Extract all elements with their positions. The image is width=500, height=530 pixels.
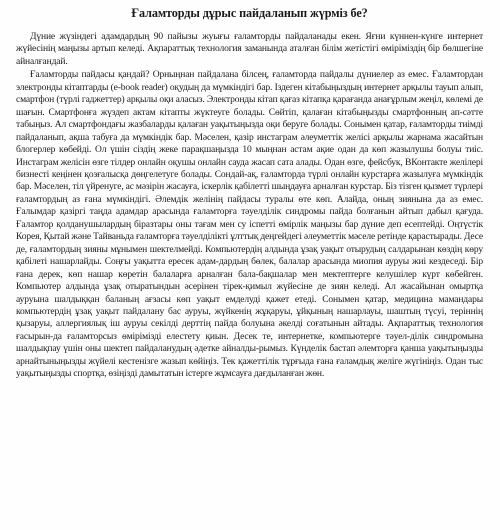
paragraph-intro: Дүние жүзіндегі адамдардың 90 пайызы жуығы ғаламторды пайдаланады екен. Яғни күннен-күнге интернет жүйесінің маңызы артып келеді. Ақпараттық технология заманында аталған білім жетістігі өміріміздің бір бөлшегіне айналғандай. xyxy=(16,31,483,67)
paragraph-body: Ғаламторды пайдасы қандай? Орныңнан пайдалана білсең, ғаламторда пайдалы дүниелер аз емес. Ғаламтордан электронды кітаптарды (e-book reader) оқудың да мүмкіндігі бар. Іздеген кітабыңыздың интернет арқылы тауып алып, смартфон (түрлі гаджеттер) арқылы оқи аласыз. Электронды кітап қағаз кітапқа қарағанда анағұрлым жеңіл, көлемі де шағын. Смартфонға жүздеп актам кітапты жүктеуге болады. Сөйтіп, қалаған кітабыңызды смартфонның ап-сәтте табыңыз. Ал смартфондағы жазбаларды қалаған уақытыңызда оқи беруге болады. Сонымен қатар, ғаламторды тиімді пайдаланып, ақша табуға да мүмкіндік бар. Мәселен, қазір инстаграм әлеуметтік желісі арқылы жарнама жасайтын блогерлер көбейді. Ол үшін сіздің жеке парақшаңызда 10 мыңнан астам ақие одан да көп жазылушы болуы тиіс. Инстаграм желісін өзге тілдер онлайн оқушы онлайн сауда жасап сата алады. Одан өзге, фейсбук, ВКонтакте желілері бизнесті кеңінен қозғалысқа дөңгелетуге болады. Сондай-ақ, ғаламторда түрлі онлайн курстарға жазылуға мүмкіндік бар. Мәселен, тіл үйренуге, ас мәзірін жасауға, іскерлік қабілетті шыңдауға арналған курстар. Біз тізген қызмет түрлері ғаламтордың аз ғана мүмкіндігі. Әлемдік желінің пайдасы туралы өте көп. Алайда, оның зиянына да аз емес. Ғалымдар қазіргі таңда адамдар арасында ғаламторға тәуелділік синдромы пайда болғанын айтып дабыл қағуда. Ғаламтор қолданушылардың біразтары оны тағам мен су іспетті өмірлік маңызы бар дүние деп есептейді. Оңтүстік Корея, Қытай және Тайваньда ғаламторға тәуелділікті ұлттық деңгейдегі әлеуметтік мәселе ретінде қарастырады. Десе де, ғаламтордың зияны мұнымен шектелмейді. Компьютердің алдында ұзақ уақыт отырудың салдарынан көздің көру қабілеті нашарлайды. Соңғы уақытта ересек адам-дардың бөлек, балалар арасында миопия ауруы жиі кездеседі. Бір ғана дерек, көп нашар көретін балаларға арналған бала-бақшалар мен мектептерге келушілер күрт көбейген. Компьютер алдында ұзақ отыратындын әсерінен тірек-қимыл жүйесіне де зиян келеді. Ал жасайынан омыртқа ауруына шалдыққан баланың ағзасы көп уақыт емделуді қажет етеді. Сонымен қатар, медицина мамандары компьютердің ұзақ уақыт пайдалану бас ауруы, жүйкенің жұқаруы, ұйқының нашарлауы, шаштың түсуі, теріннің қызаруы, аллергиялық іш ауруы секілді дерттің пайда болуына әкелді соғатынын айтады. Ақпараттық технология ғасырын-да ғаламторсыз өмірімізді елестету қиын. Десек те, интернетке, компьютерге тәуел-ділік синдромына шалдықпау үшін оны шектеп пайдаланудың әдетке айналды-рымыз. Күнделік бастап әлемторға қанша уақытыңызды арнайтыныңызды жүйелі кестенізге жазып көйіңіз. Тек қажеттілік тұрғыда ғана ғаламдық желіге жүгініңіз. Одан тыс уақытыңызды спортқа, өзіңізді дамытатын істерге жұмсауға дағдыланған жөн. xyxy=(16,69,483,380)
document-title: Ғаламторды дұрыс пайдаланып жүрміз бе? xyxy=(131,6,368,20)
